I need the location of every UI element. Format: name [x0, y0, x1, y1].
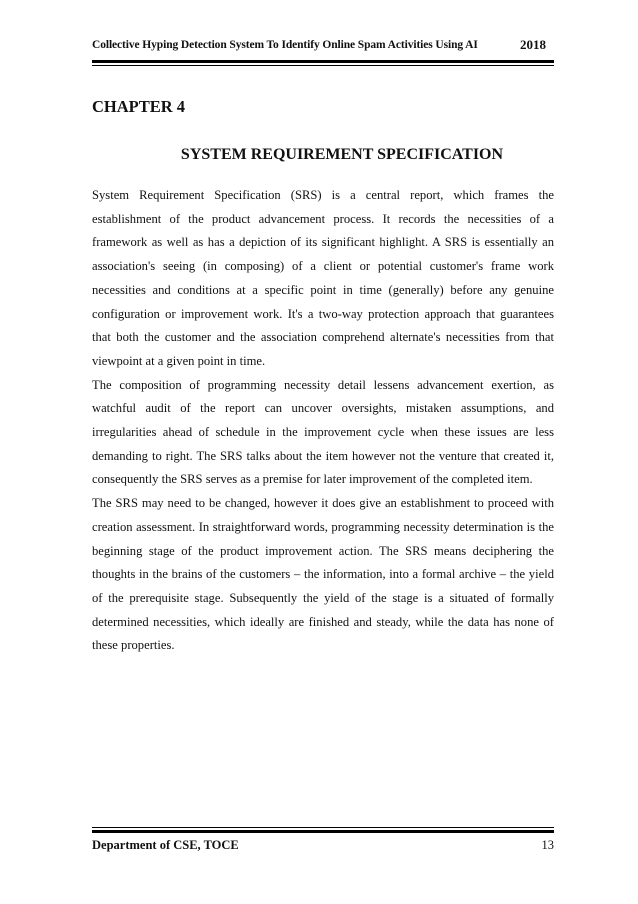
paragraph-1: System Requirement Specification (SRS) is a central report, which frames the establishment of the product advancement process. It records the necessities of a framework as well as has a depiction of its significant highlight. A SRS is essentially an association's seeing (in composing) of a client or potential customer's frame work necessities and conditions at a specific point in time (generally) before any genuine configuration or improvement work. It's a two-way protection approach that guarantees that both the customer and the association comprehend alternate's necessities from that viewpoint at a given point in time.	[92, 188, 554, 368]
page-header	[92, 37, 554, 59]
header-title: Collective Hyping Detection System To Identify Online Spam Activities Using AI	[92, 39, 478, 51]
chapter-label: CHAPTER 4	[92, 97, 186, 116]
header-rule-thick	[92, 60, 554, 63]
section-title: SYSTEM REQUIREMENT SPECIFICATION	[180, 146, 504, 163]
footer-rule-thin	[92, 827, 554, 828]
header-rule-thin	[92, 65, 554, 66]
page-number: 13	[541, 838, 554, 852]
header-year: 2018	[520, 37, 546, 52]
body-text	[92, 184, 554, 658]
paragraph-2: The composition of programming necessity detail lessens advancement exertion, as watchful audit of the report can uncover oversights, mistaken assumptions, and irregularities ahead of schedule in the improvement cycle when these issues are less demanding to right. The SRS talks about the item however not the venture that created it, consequently the SRS serves as a premise for later improvement of the completed item.	[92, 377, 554, 487]
footer-rule-thick	[92, 830, 554, 833]
footer-department: Department of CSE, TOCE	[92, 838, 239, 852]
paragraph-3: The SRS may need to be changed, however it does give an establishment to proceed with creation assessment. In straightforward words, programming necessity determination is the beginning stage of the product improvement action. The SRS means deciphering the thoughts in the brains of the customers – the information, into a formal archive – the yield of the prerequisite stage. Subsequently the yield of the stage is a situated of formally determined necessities, which ideally are finished and steady, while the data has none of these properties.	[92, 496, 554, 653]
